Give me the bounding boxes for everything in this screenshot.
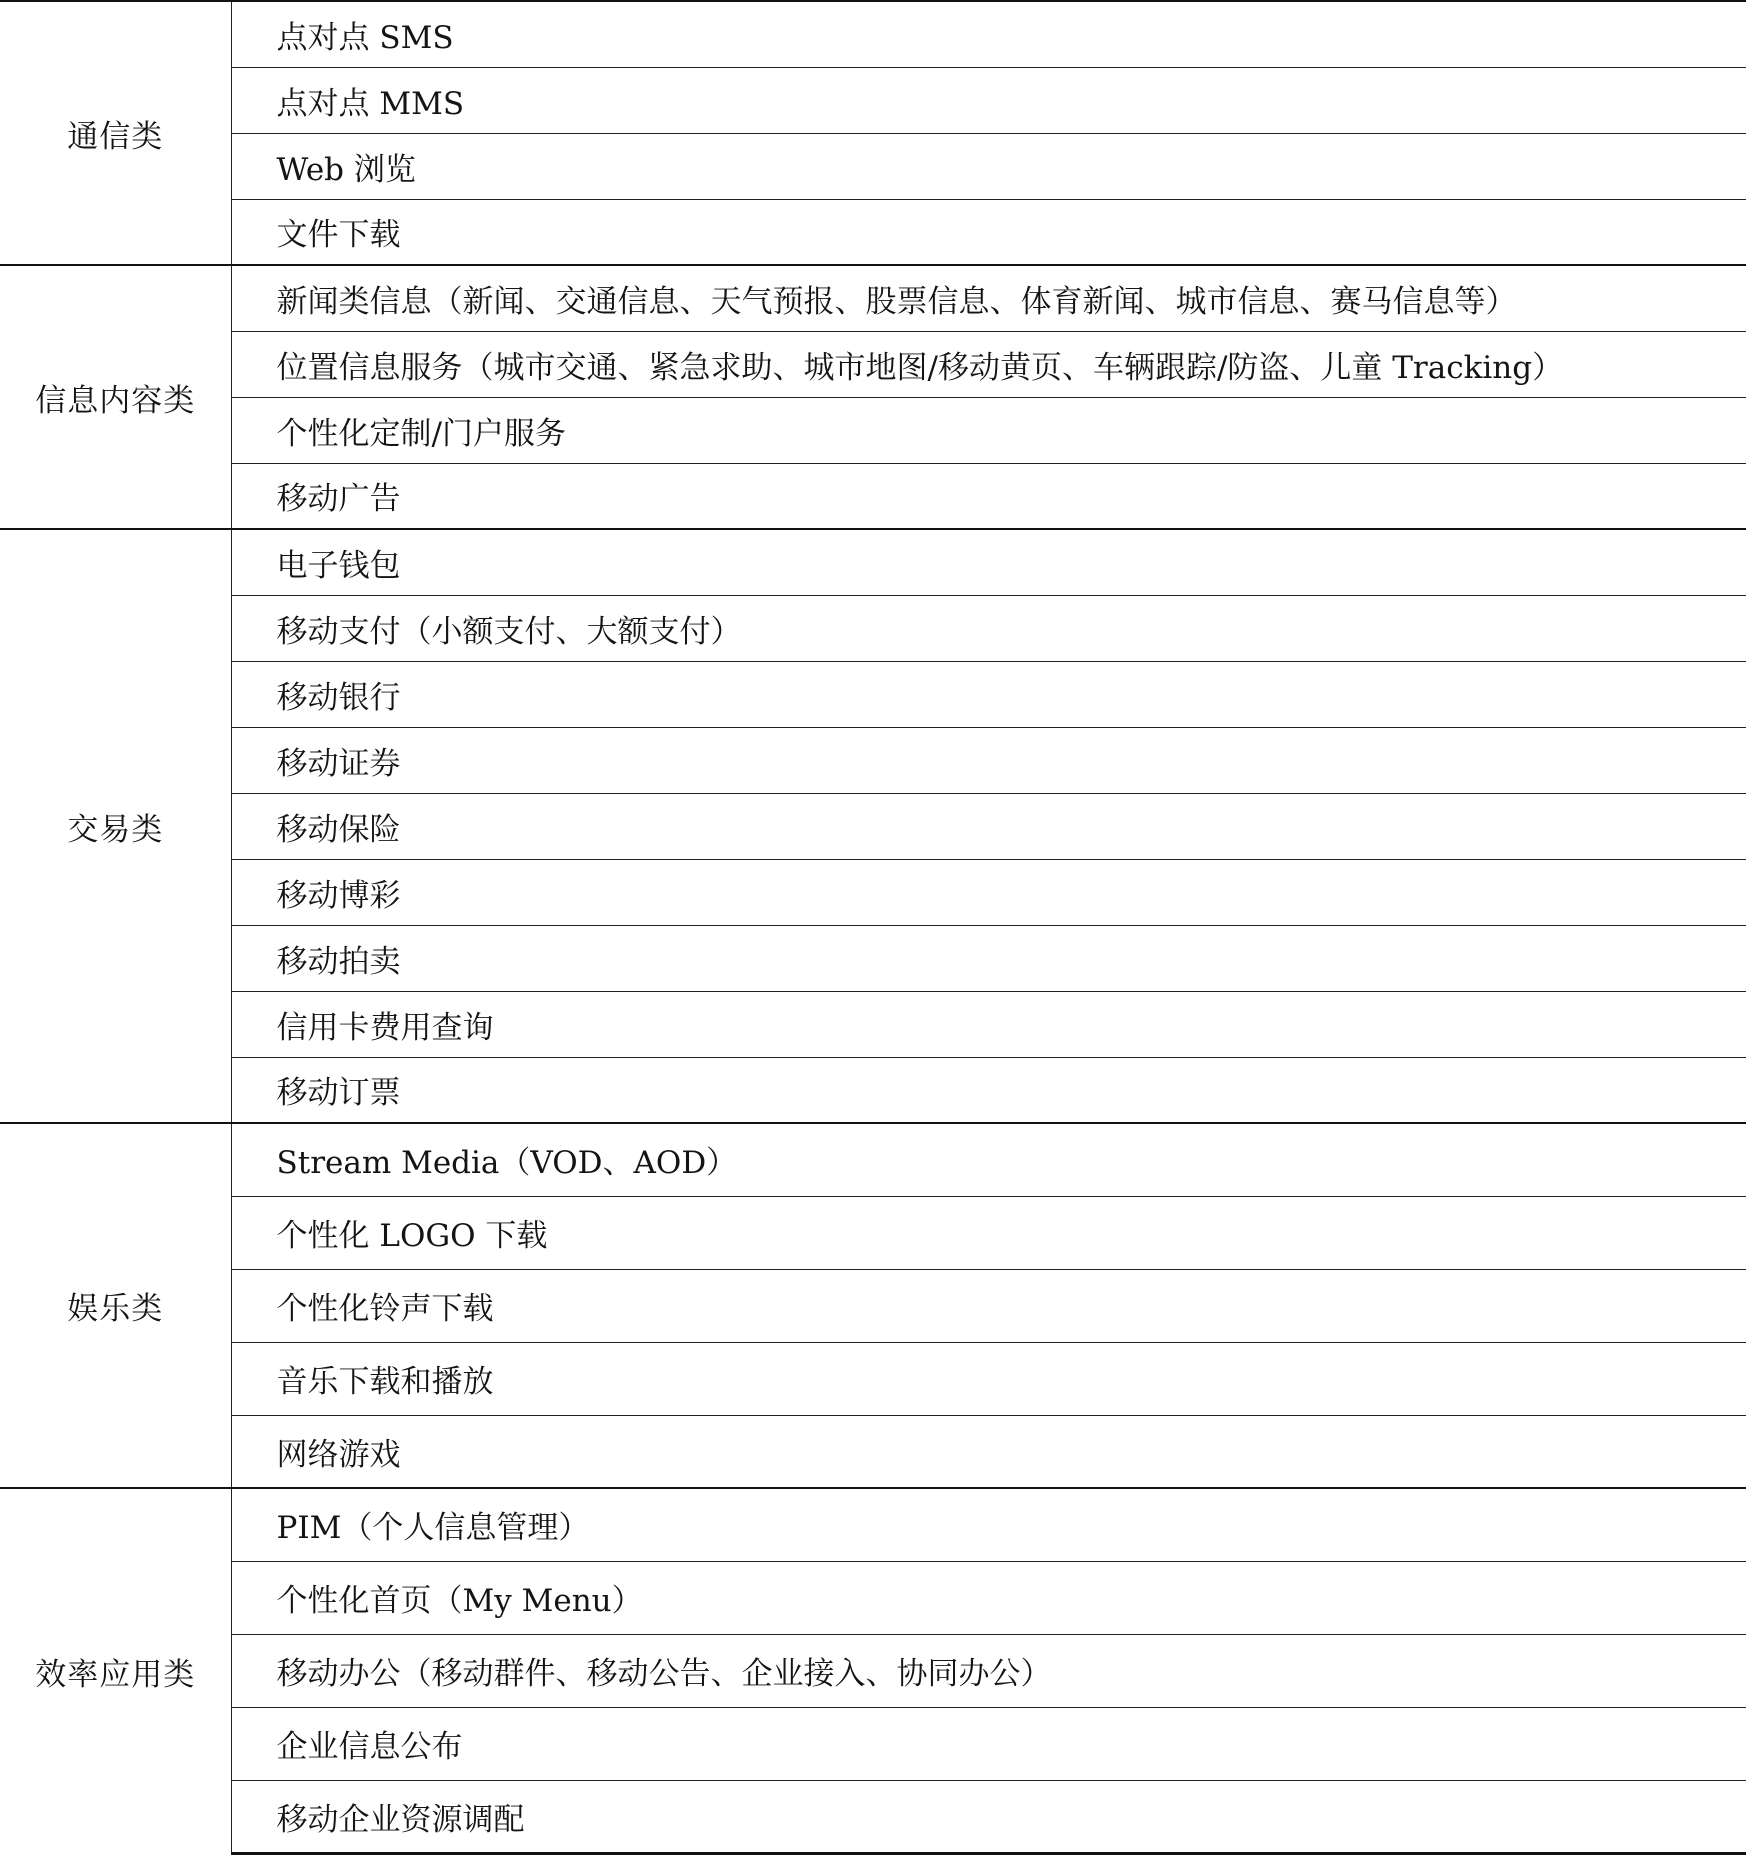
service-item-cell: 电子钱包: [231, 529, 1746, 595]
table-row: [0, 1057, 1746, 1123]
service-item-cell: 点对点 SMS: [231, 1, 1746, 67]
table-row: [0, 1415, 1746, 1488]
table-row: [0, 397, 1746, 463]
table-row: [0, 1269, 1746, 1342]
table-row: [0, 1780, 1746, 1853]
service-item-cell: 移动证券: [231, 727, 1746, 793]
table-row: [0, 727, 1746, 793]
service-item-cell: 移动广告: [231, 463, 1746, 529]
table-row: [0, 1488, 1746, 1561]
category-cell: 通信类: [0, 1, 231, 265]
table-row: [0, 1634, 1746, 1707]
table-row: [0, 991, 1746, 1057]
category-cell: 交易类: [0, 529, 231, 1123]
service-item-cell: 个性化定制/门户服务: [231, 397, 1746, 463]
service-item-cell: 移动保险: [231, 793, 1746, 859]
table-row: [0, 1707, 1746, 1780]
service-item-cell: 移动企业资源调配: [231, 1780, 1746, 1853]
table-row: [0, 661, 1746, 727]
category-cell: 娱乐类: [0, 1123, 231, 1488]
table-row: [0, 793, 1746, 859]
table-row: [0, 1561, 1746, 1634]
service-item-cell: 网络游戏: [231, 1415, 1746, 1488]
table-row: [0, 529, 1746, 595]
table-row: [0, 133, 1746, 199]
category-cell: 信息内容类: [0, 265, 231, 529]
service-item-cell: 新闻类信息（新闻、交通信息、天气预报、股票信息、体育新闻、城市信息、赛马信息等）: [231, 265, 1746, 331]
table-row: [0, 67, 1746, 133]
service-item-cell: 音乐下载和播放: [231, 1342, 1746, 1415]
table-row: [0, 331, 1746, 397]
category-cell: 效率应用类: [0, 1488, 231, 1853]
service-item-cell: 点对点 MMS: [231, 67, 1746, 133]
table-body: [0, 1, 1746, 1853]
service-item-cell: 移动博彩: [231, 859, 1746, 925]
service-item-cell: 文件下载: [231, 199, 1746, 265]
table-row: [0, 595, 1746, 661]
service-item-cell: 个性化 LOGO 下载: [231, 1196, 1746, 1269]
table-row: [0, 859, 1746, 925]
service-item-cell: 个性化铃声下载: [231, 1269, 1746, 1342]
service-item-cell: 个性化首页（My Menu）: [231, 1561, 1746, 1634]
service-item-cell: 移动办公（移动群件、移动公告、企业接入、协同办公）: [231, 1634, 1746, 1707]
table-row: [0, 1123, 1746, 1196]
service-item-cell: 移动拍卖: [231, 925, 1746, 991]
table-row: [0, 1, 1746, 67]
table-row: [0, 265, 1746, 331]
service-item-cell: Stream Media（VOD、AOD）: [231, 1123, 1746, 1196]
service-item-cell: 移动订票: [231, 1057, 1746, 1123]
table-row: [0, 463, 1746, 529]
service-item-cell: 位置信息服务（城市交通、紧急求助、城市地图/移动黄页、车辆跟踪/防盗、儿童 Tracking）: [231, 331, 1746, 397]
table-row: [0, 1342, 1746, 1415]
table-row: [0, 925, 1746, 991]
service-item-cell: 信用卡费用查询: [231, 991, 1746, 1057]
service-item-cell: 企业信息公布: [231, 1707, 1746, 1780]
table-row: [0, 199, 1746, 265]
service-item-cell: PIM（个人信息管理）: [231, 1488, 1746, 1561]
service-item-cell: 移动支付（小额支付、大额支付）: [231, 595, 1746, 661]
service-item-cell: Web 浏览: [231, 133, 1746, 199]
service-item-cell: 移动银行: [231, 661, 1746, 727]
table-row: [0, 1196, 1746, 1269]
